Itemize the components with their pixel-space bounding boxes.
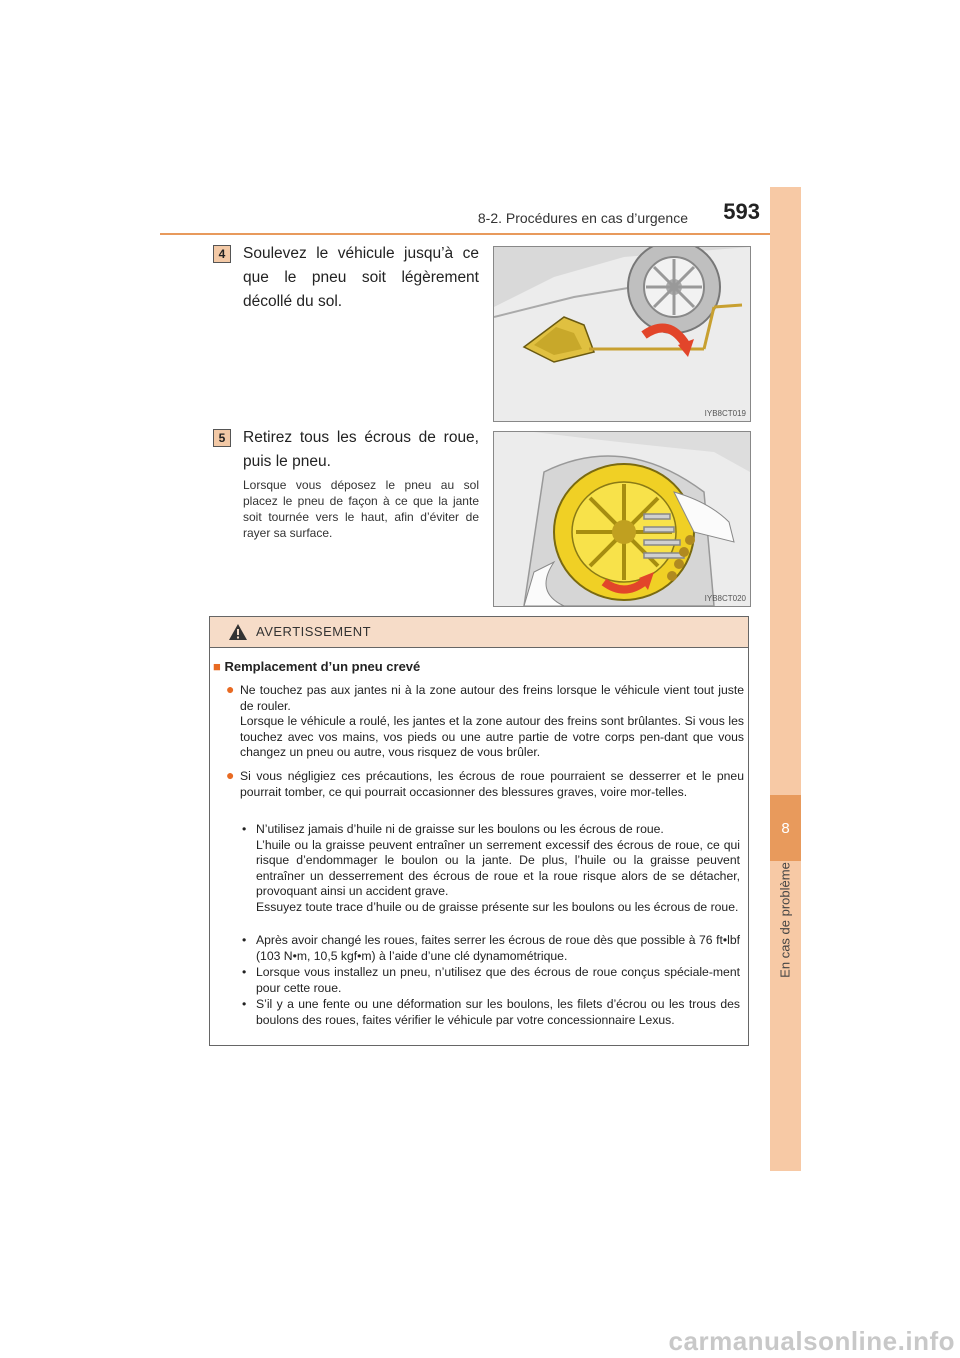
warning-bullet-1-line-2: Lorsque le véhicule a roulé, les jantes et la zone autour des freins sont brûlantes. Si vous les touchez avec vos mains, vos pieds ou une autre partie de votre corps pen-dant que vous changez un pneu ou autre, vous risquez de vous brûler. bbox=[240, 714, 744, 759]
header-divider bbox=[160, 233, 800, 235]
warning-subitem-2 bbox=[256, 933, 740, 964]
warning-title: AVERTISSEMENT bbox=[256, 624, 372, 639]
warning-bullet-1 bbox=[240, 683, 744, 761]
sub-bullet-marker: • bbox=[242, 822, 247, 836]
sub-bullet-marker: • bbox=[242, 933, 247, 947]
sub-bullet-marker: • bbox=[242, 965, 247, 979]
wheel-removal-illustration bbox=[493, 431, 751, 607]
warning-subitem-1-line-2: L’huile ou la graisse peuvent entraîner un serrement excessif des écrous de roue, ce qui risque d’endommager le boulon ou la jante. De plus, l’huile ou la graisse peuvent entraîner un desserrement des écrous de roue et la roue risque alors de se détacher, provoquant ainsi un accident grave. bbox=[256, 837, 740, 898]
step-5-note: Lorsque vous déposez le pneu au sol placez le pneu de façon à ce que la jante soit tournée vers le haut, afin d’éviter de rayer sa surface. bbox=[243, 478, 479, 540]
warning-header bbox=[210, 617, 748, 648]
illustration-code: IYB8CT019 bbox=[704, 409, 746, 418]
step-4-text: Soulevez le véhicule jusqu’à ce que le pneu soit légèrement décollé du sol. bbox=[243, 245, 479, 310]
warning-subitem-2-line-1: Après avoir changé les roues, faites serrer les écrous de roue dès que possible à 76 ft•lbf (103 N•m, 10,5 kgf•m) à l’aide d’une clé dynamométrique. bbox=[256, 933, 740, 963]
warning-box bbox=[209, 616, 749, 1046]
warning-subitem-4 bbox=[256, 997, 740, 1028]
warning-bullet-1-line-1: Ne touchez pas aux jantes ni à la zone autour des freins lorsque le véhicule vient tout juste de rouler. bbox=[240, 683, 744, 713]
step-5-text: Retirez tous les écrous de roue, puis le pneu. bbox=[243, 429, 479, 470]
jack-lifting-illustration bbox=[493, 246, 751, 422]
chapter-side-strip bbox=[770, 187, 801, 1171]
illustration-code: IYB8CT020 bbox=[704, 594, 746, 603]
bullet-dot-icon: ● bbox=[226, 767, 235, 783]
watermark: carmanualsonline.info bbox=[668, 1326, 955, 1356]
bullet-dot-icon: ● bbox=[226, 681, 235, 697]
chapter-number: 8 bbox=[781, 820, 790, 837]
jack-lifting-drawing bbox=[494, 247, 750, 421]
page-number: 593 bbox=[723, 199, 760, 224]
section-title: 8-2. Procédures en cas d’urgence bbox=[477, 210, 688, 226]
step-4-badge: 4 bbox=[213, 245, 231, 263]
warning-subitem-3 bbox=[256, 965, 740, 996]
warning-subtitle: Remplacement d’un pneu crevé bbox=[224, 659, 421, 674]
step-5-badge: 5 bbox=[213, 429, 231, 447]
square-bullet-icon: ■ bbox=[213, 659, 221, 674]
warning-subitem-1-line-3: Essuyez toute trace d’huile ou de graisse présente sur les boulons ou les écrous de roue. bbox=[256, 899, 739, 914]
warning-subitem-3-line-1: Lorsque vous installez un pneu, n’utilisez que des écrous de roue conçus spéciale-ment pour cette roue. bbox=[256, 965, 740, 995]
warning-subitem-1 bbox=[256, 822, 740, 915]
sub-bullet-marker: • bbox=[242, 997, 247, 1011]
warning-bullet-2-line-1: Si vous négligiez ces précautions, les écrous de roue pourraient se desserrer et le pneu pourrait tomber, ce qui pourrait occasionner des blessures graves, voire mor-telles. bbox=[240, 769, 744, 799]
warning-subitem-1-line-1: N’utilisez jamais d’huile ni de graisse sur les boulons ou les écrous de roue. bbox=[256, 822, 664, 836]
warning-subtitle-row bbox=[213, 659, 420, 674]
warning-bullet-2 bbox=[240, 769, 744, 800]
chapter-label: En cas de problème bbox=[777, 862, 793, 978]
wheel-removal-drawing bbox=[494, 432, 750, 606]
warning-triangle-icon bbox=[228, 623, 248, 646]
warning-subitem-4-line-1: S’il y a une fente ou une déformation sur les boulons, les filets d’écrou ou les trous des boulons des roues, faites vérifier le véhicule par votre concessionnaire Lexus. bbox=[256, 997, 740, 1027]
